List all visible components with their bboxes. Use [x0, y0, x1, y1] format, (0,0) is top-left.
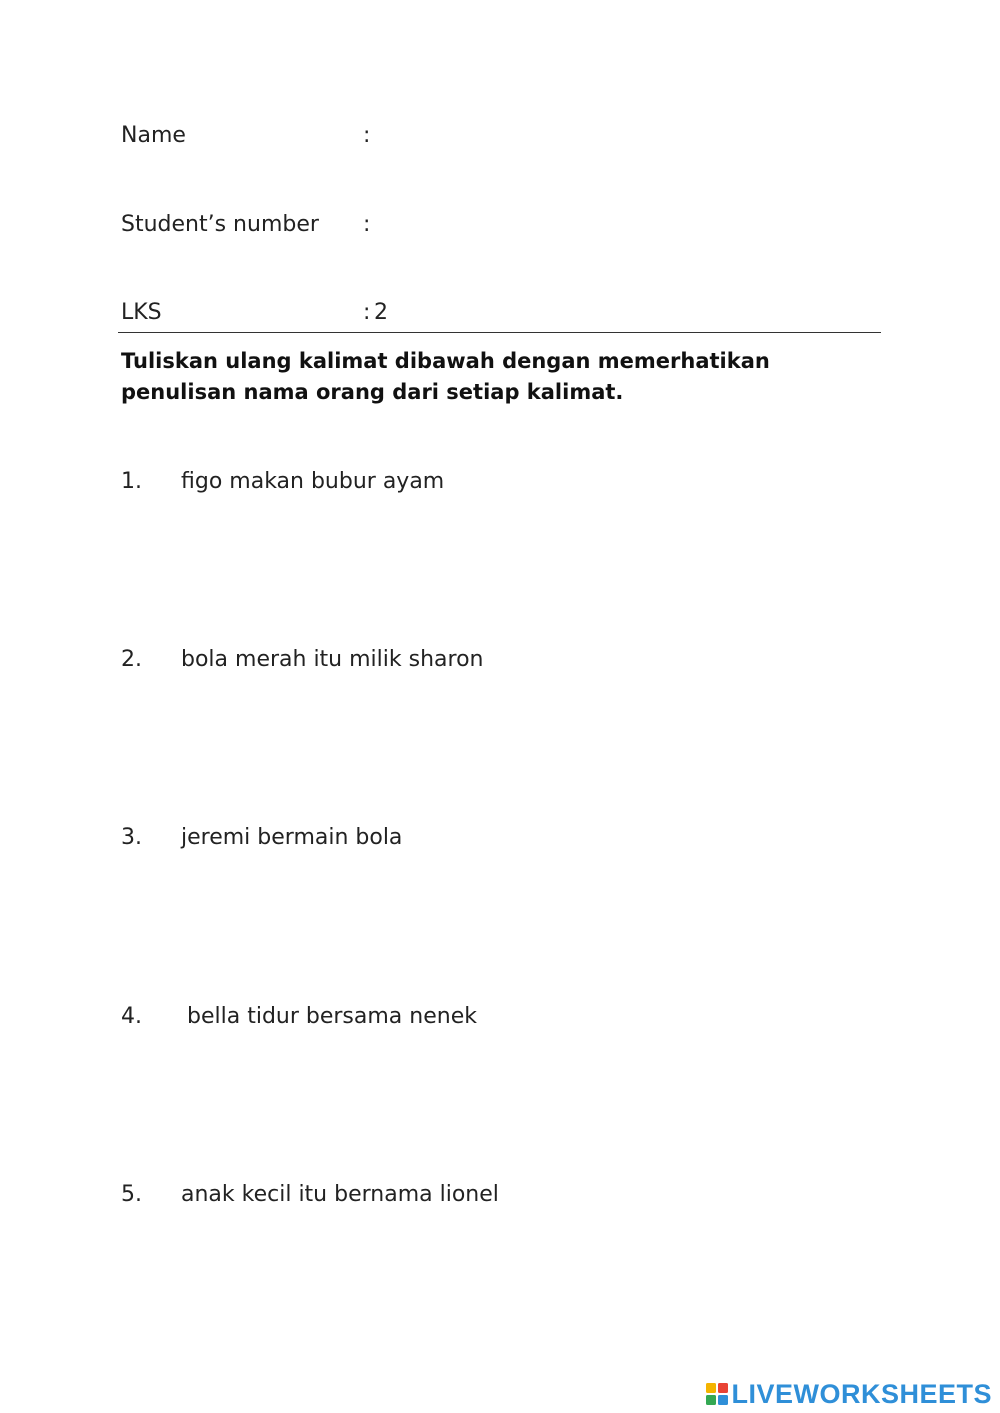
lks-colon: : — [363, 300, 371, 325]
question-text: jeremi bermain bola — [181, 825, 403, 850]
question-text: figo makan bubur ayam — [181, 469, 445, 494]
question-number: 1. — [121, 469, 142, 494]
student-number-label: Student’s number — [121, 212, 319, 237]
question-number: 4. — [121, 1004, 142, 1029]
liveworksheets-brand[interactable] — [706, 1379, 992, 1409]
name-label: Name — [121, 123, 186, 148]
liveworksheets-brand-text: LIVEWORKSHEETS — [731, 1378, 992, 1409]
instruction-text: Tuliskan ulang kalimat dibawah dengan memerhatikan penulisan nama orang dari setiap kalimat. — [121, 349, 770, 404]
question-number: 2. — [121, 647, 142, 672]
question-text: bella tidur bersama nenek — [187, 1004, 477, 1029]
question-text: bola merah itu milik sharon — [181, 647, 484, 672]
header-divider — [118, 332, 881, 333]
student-number-colon: : — [363, 212, 371, 237]
question-number: 3. — [121, 825, 142, 850]
name-colon: : — [363, 123, 371, 148]
question-text: anak kecil itu bernama lionel — [181, 1182, 499, 1207]
lks-value: 2 — [374, 300, 388, 325]
lks-label: LKS — [121, 300, 162, 325]
question-number: 5. — [121, 1182, 142, 1207]
liveworksheets-logo-icon — [706, 1383, 728, 1405]
